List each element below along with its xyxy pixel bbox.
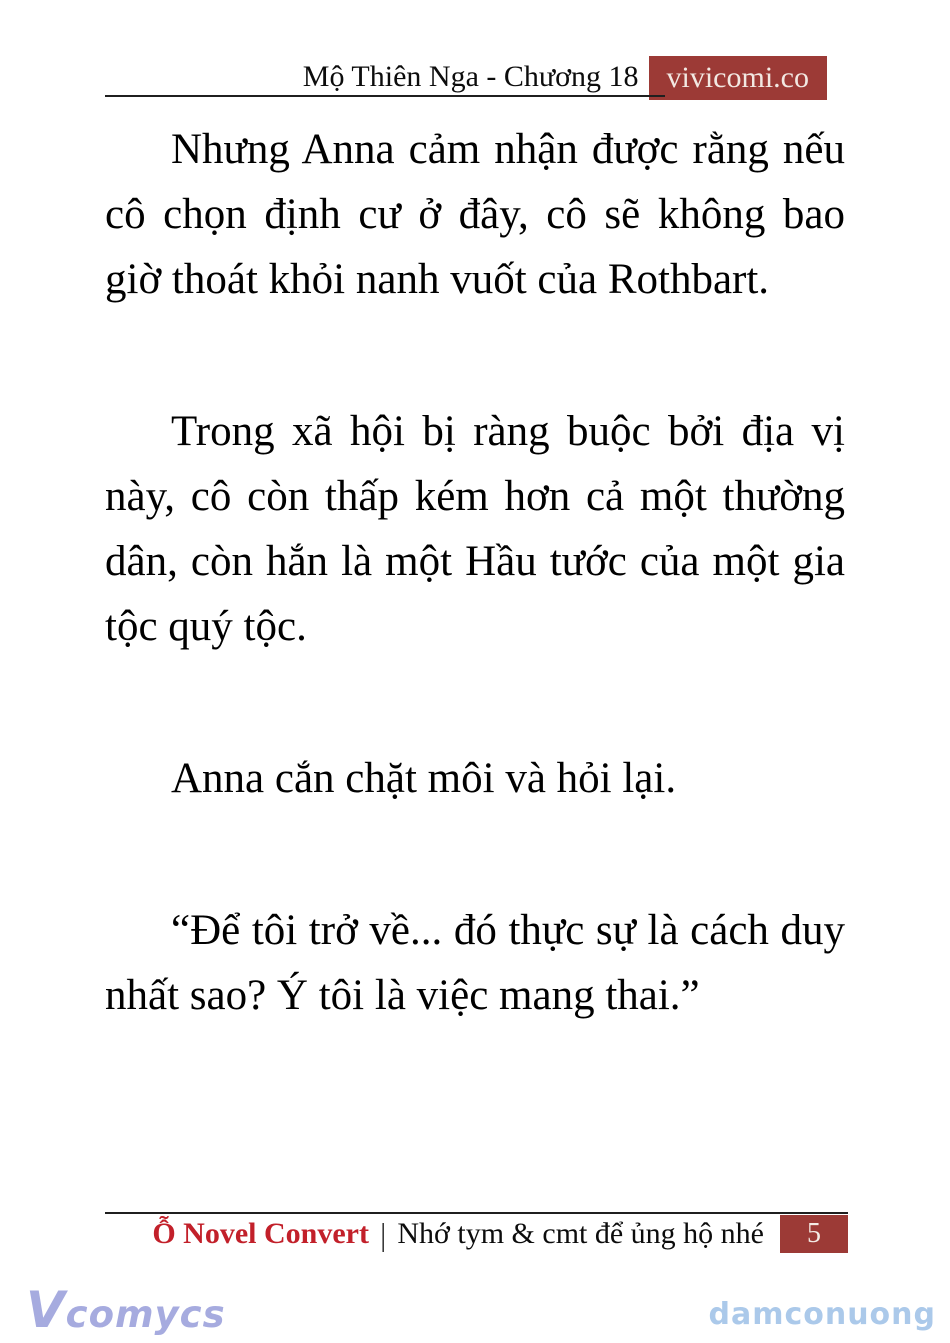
page-number-badge: 5 (780, 1215, 848, 1253)
paragraph-4: “Để tôi trở về... đó thực sự là cách duy nhất sao? Ý tôi là việc mang thai.” (105, 907, 845, 1019)
support-note: Nhớ tym & cmt để ủng hộ nhé (397, 1217, 764, 1250)
chapter-body (105, 117, 845, 1028)
header-divider (105, 95, 665, 97)
vcomycs-watermark: Vcomycs (26, 1281, 226, 1339)
paragraph-1: Nhưng Anna cảm nhận được rằng nếu cô chọn định cư ở đây, cô sẽ không bao giờ thoát khỏi nanh vuốt của Rothbart. (105, 126, 845, 303)
footer-separator: | (379, 1215, 387, 1252)
paragraph-2: Trong xã hội bị ràng buộc bởi địa vị này, cô còn thấp kém hơn cả một thường dân, còn hắn là một Hầu tước của một gia tộc quý tộc. (105, 408, 845, 650)
page-header (105, 56, 827, 100)
paragraph-3: Anna cắn chặt môi và hỏi lại. (171, 755, 677, 802)
damconuong-watermark: damconuong (708, 1297, 936, 1332)
site-badge: vivicomi.co (649, 56, 827, 100)
page-footer (105, 1214, 848, 1254)
converter-credit: Ỗ Novel Convert (152, 1217, 369, 1250)
chapter-title: Mộ Thiên Nga - Chương 18 (302, 60, 639, 93)
